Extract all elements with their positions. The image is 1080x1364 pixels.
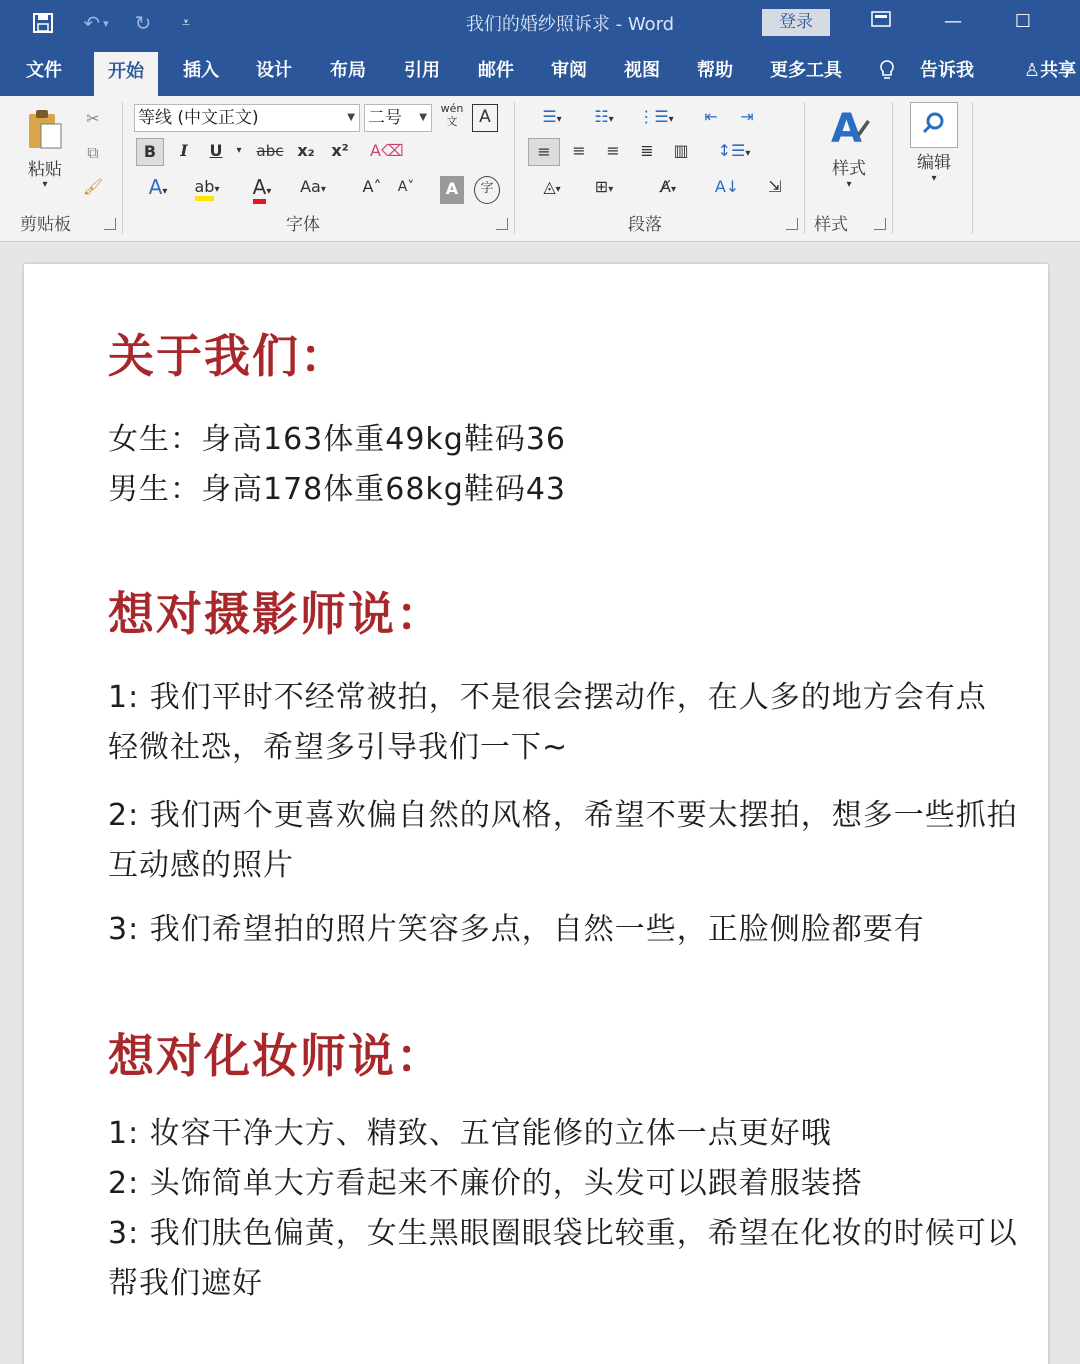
font-group-label: 字体 (286, 215, 320, 235)
styles-button[interactable]: A 样式 ▾ (820, 104, 878, 204)
tab-more-tools[interactable]: 更多工具 (770, 60, 842, 81)
bullets-icon[interactable]: ☰▾ (542, 107, 562, 126)
font-launcher-icon[interactable] (496, 218, 508, 230)
section-heading: 关于我们： (108, 329, 348, 383)
align-center-icon[interactable]: ≡ (572, 141, 586, 160)
tab-home[interactable]: 开始 (94, 52, 158, 96)
undo-icon[interactable]: ↶ ▾ (83, 11, 109, 35)
line-spacing-icon[interactable]: ↕☰▾ (717, 141, 751, 160)
text-effects-icon[interactable]: A▾ (148, 175, 168, 199)
styles-group-label: 样式 (814, 215, 848, 235)
separator (972, 102, 973, 234)
font-size-select[interactable]: 二号 ▼ (364, 104, 432, 132)
tab-layout[interactable]: 布局 (330, 60, 366, 81)
maximize-button[interactable]: ☐ (1014, 11, 1032, 32)
paste-button[interactable]: 粘贴 ▾ (22, 108, 68, 188)
tab-view[interactable]: 视图 (624, 60, 660, 81)
text-line: 男生：身高178体重68kg鞋码43 (108, 472, 567, 507)
redo-icon[interactable]: ↻ (134, 11, 152, 35)
text-line: 3: 我们肤色偏黄，女生黑眼圈眼袋比较重，希望在化妆的时候可以 (108, 1216, 1018, 1251)
window-title: 我们的婚纱照诉求 - Word (465, 14, 675, 35)
grow-font-button[interactable]: A˄ (362, 177, 382, 196)
text-line: 互动感的照片 (108, 848, 294, 883)
clipboard-icon (25, 108, 65, 152)
strikethrough-button[interactable]: abc (256, 142, 284, 160)
character-border-button[interactable]: A (472, 104, 498, 132)
text-line: 1: 我们平时不经常被拍，不是很会摆动作，在人多的地方会有点 (108, 680, 987, 715)
magnifier-icon (910, 102, 958, 148)
text-line: 轻微社恐，希望多引导我们一下~ (108, 730, 569, 765)
show-marks-icon[interactable]: ⇲ (768, 177, 782, 196)
subscript-button[interactable]: x₂ (297, 141, 315, 160)
text-line: 2: 头饰简单大方看起来不廉价的，头发可以跟着服装搭 (108, 1166, 863, 1201)
underline-dropdown-icon[interactable]: ▾ (236, 145, 242, 156)
italic-button[interactable]: I (180, 141, 188, 160)
align-right-icon[interactable]: ≡ (606, 141, 620, 160)
shrink-font-button[interactable]: A˅ (397, 179, 415, 195)
phonetic-guide-button[interactable]: wén 文 (440, 102, 464, 128)
clear-formatting-icon[interactable]: A⌫ (370, 141, 404, 160)
underline-button[interactable]: U (209, 141, 223, 160)
align-left-icon[interactable]: ≡ (528, 138, 560, 166)
separator (804, 102, 805, 234)
lightbulb-icon (878, 54, 896, 96)
separator (892, 102, 893, 234)
share-button[interactable]: ♙共享 (1024, 60, 1077, 81)
styles-launcher-icon[interactable] (874, 218, 886, 230)
decrease-indent-icon[interactable]: ⇤ (704, 107, 718, 126)
change-case-button[interactable]: Aa▾ (300, 177, 326, 196)
tab-file[interactable]: 文件 (26, 60, 62, 81)
text-line: 2: 我们两个更喜欢偏自然的风格，希望不要太摆拍，想多一些抓拍 (108, 798, 1018, 833)
tab-references[interactable]: 引用 (404, 60, 440, 81)
shading-icon[interactable]: ◬▾ (543, 177, 561, 196)
multilevel-list-icon[interactable]: ⋮☰▾ (638, 107, 674, 126)
separator (122, 102, 123, 234)
paragraph-group-label: 段落 (628, 215, 662, 235)
chinese-layout-icon[interactable]: A̸▾ (660, 177, 676, 196)
customize-icon[interactable]: ⩡ (182, 15, 190, 31)
tab-design[interactable]: 设计 (256, 60, 292, 81)
text-line: 女生：身高163体重49kg鞋码36 (108, 422, 567, 457)
ribbon-tabs (0, 46, 1080, 96)
ribbon-display-icon[interactable] (866, 8, 896, 36)
minimize-button[interactable]: — (944, 11, 962, 32)
distributed-icon[interactable]: ▥ (673, 141, 689, 160)
justify-icon[interactable]: ≣ (640, 141, 654, 160)
cut-icon[interactable]: ✂ (86, 109, 100, 128)
font-color-icon[interactable]: A▾ (240, 174, 284, 202)
tell-me-box[interactable]: 告诉我 (920, 60, 974, 81)
separator (514, 102, 515, 234)
clipboard-group-label: 剪贴板 (20, 215, 71, 235)
tab-review[interactable]: 审阅 (551, 60, 587, 81)
section-heading: 想对化妆师说： (108, 1029, 444, 1083)
superscript-button[interactable]: x² (331, 141, 349, 160)
character-shading-button[interactable]: A (440, 176, 464, 204)
numbering-icon[interactable]: ☷▾ (594, 107, 614, 126)
increase-indent-icon[interactable]: ⇥ (740, 107, 754, 126)
font-name-select[interactable]: 等线 (中文正文) ▼ (134, 104, 360, 132)
text-line: 3: 我们希望拍的照片笑容多点，自然一些，正脸侧脸都要有 (108, 912, 925, 947)
enclose-characters-icon[interactable]: 字 (474, 176, 500, 204)
paragraph-launcher-icon[interactable] (786, 218, 798, 230)
highlight-icon[interactable]: ab▾ (184, 174, 230, 202)
tab-insert[interactable]: 插入 (183, 60, 219, 81)
text-line: 帮我们遮好 (108, 1266, 263, 1301)
section-heading: 想对摄影师说： (108, 587, 444, 641)
text-line: 1: 妆容干净大方、精致、五官能修的立体一点更好哦 (108, 1116, 832, 1151)
tab-mailings[interactable]: 邮件 (478, 60, 514, 81)
login-button[interactable]: 登录 (762, 9, 830, 36)
svg-text:A: A (831, 106, 862, 150)
format-painter-icon[interactable]: 🖌 (82, 177, 104, 196)
copy-icon[interactable]: ⧉ (87, 143, 99, 162)
sort-icon[interactable]: A↓ (714, 177, 740, 196)
borders-icon[interactable]: ⊞▾ (594, 177, 614, 196)
person-icon: ♙ (1024, 60, 1041, 81)
tab-help[interactable]: 帮助 (697, 60, 733, 81)
styles-icon (827, 104, 871, 150)
save-icon[interactable] (28, 9, 58, 37)
title-bar (0, 0, 1080, 46)
ribbon (0, 96, 1080, 242)
bold-button[interactable]: B (136, 138, 164, 166)
clipboard-launcher-icon[interactable] (104, 218, 116, 230)
editing-button[interactable]: 编辑 ▾ (904, 102, 964, 202)
